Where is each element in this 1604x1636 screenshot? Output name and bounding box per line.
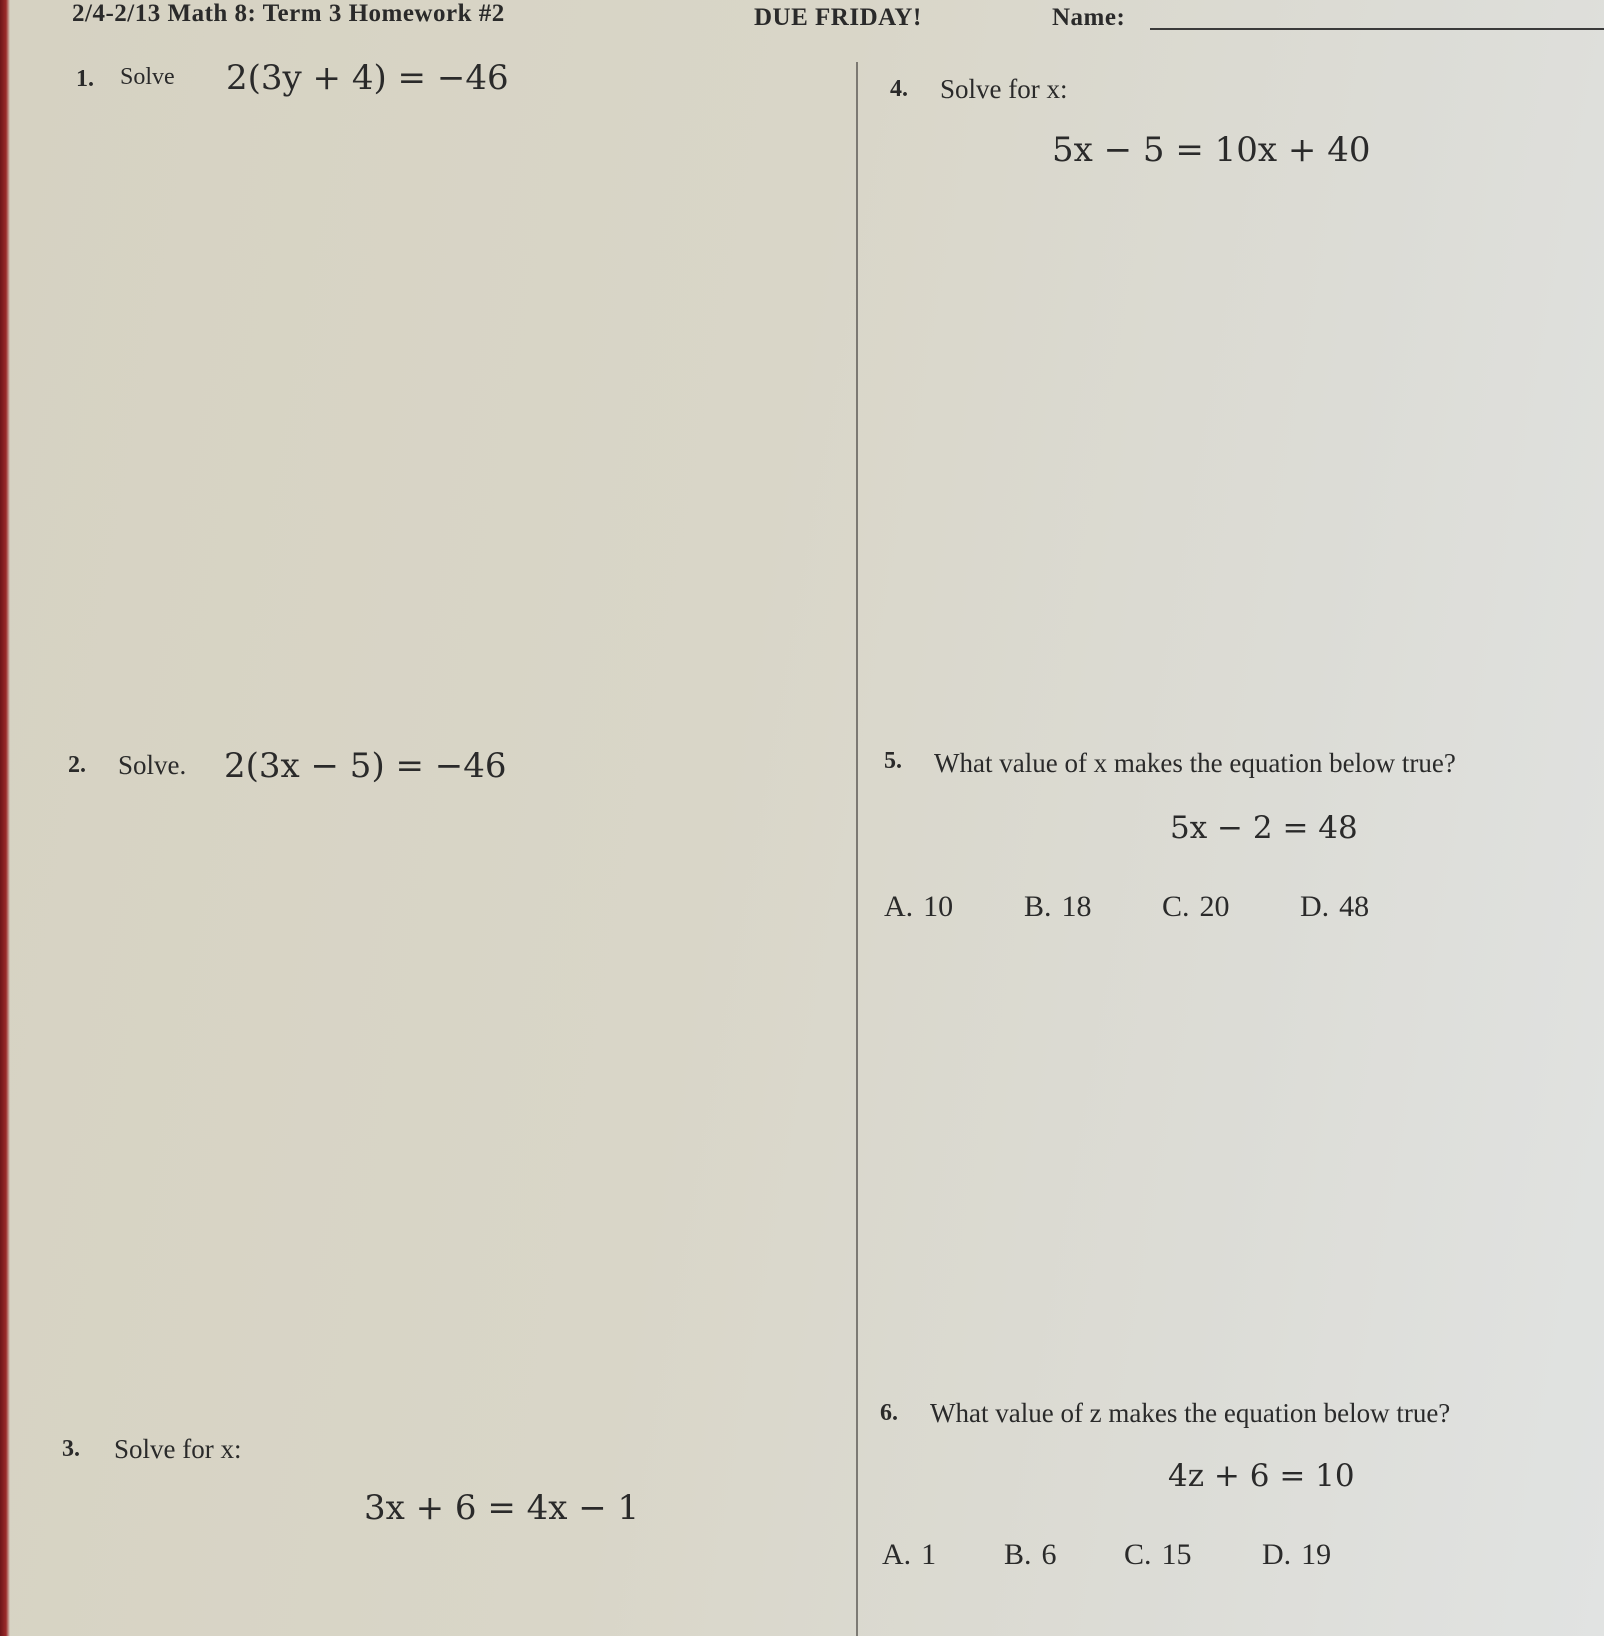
question-equation: 5x − 5 = 10x + 40: [1052, 130, 1371, 170]
question-prompt: Solve for x:: [940, 74, 1068, 104]
choice-a[interactable]: A. 10: [884, 890, 954, 923]
question-prompt: What value of z makes the equation below true?: [930, 1398, 1451, 1428]
question-prompt: Solve: [120, 64, 175, 90]
question-prompt: What value of x makes the equation below true?: [934, 748, 1456, 778]
question-prompt: Solve for x:: [114, 1434, 242, 1464]
question-prompt: Solve.: [118, 750, 187, 780]
question-number: 5.: [884, 748, 902, 774]
question-equation: 5x − 2 = 48: [1170, 810, 1358, 846]
choice-d[interactable]: D. 48: [1300, 890, 1370, 923]
column-divider: [856, 62, 858, 1636]
choice-a[interactable]: A. 1: [882, 1538, 937, 1571]
question-number: 2.: [68, 752, 86, 778]
name-blank-line[interactable]: [1150, 28, 1604, 30]
question-number: 3.: [62, 1436, 80, 1462]
choice-c[interactable]: C. 15: [1124, 1538, 1192, 1571]
question-number: 6.: [880, 1400, 898, 1426]
choice-c[interactable]: C. 20: [1162, 890, 1230, 923]
name-label: Name:: [1052, 4, 1126, 31]
page-left-edge: [0, 0, 10, 1636]
question-equation: 2(3y + 4) = −46: [226, 58, 509, 98]
worksheet-title: 2/4-2/13 Math 8: Term 3 Homework #2: [72, 0, 505, 27]
question-equation: 4z + 6 = 10: [1168, 1458, 1355, 1494]
question-equation: 2(3x − 5) = −46: [224, 746, 507, 786]
question-number: 4.: [890, 76, 908, 102]
choice-d[interactable]: D. 19: [1262, 1538, 1332, 1571]
choice-b[interactable]: B. 6: [1004, 1538, 1057, 1571]
due-date-notice: DUE FRIDAY!: [754, 4, 922, 31]
question-number: 1.: [76, 66, 94, 92]
choice-b[interactable]: B. 18: [1024, 890, 1092, 923]
question-equation: 3x + 6 = 4x − 1: [364, 1488, 640, 1528]
